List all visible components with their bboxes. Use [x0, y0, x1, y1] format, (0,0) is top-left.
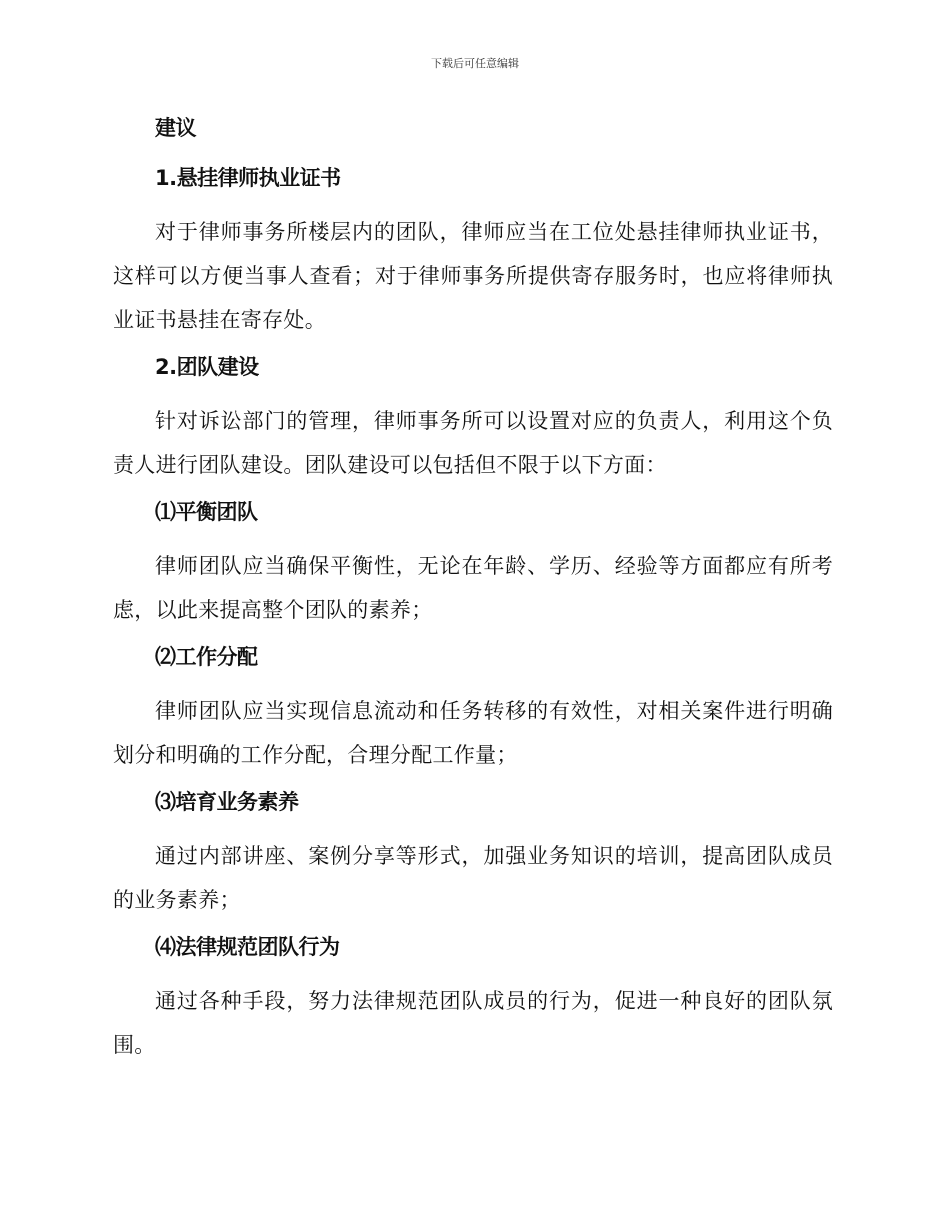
- paragraph: 通过各种手段，努力法律规范团队成员的行为，促进一种良好的团队氛围。: [113, 989, 833, 1057]
- page-header: 下载后可任意编辑: [431, 57, 519, 70]
- subsection-heading: ⑷法律规范团队行为: [155, 935, 340, 959]
- paragraph: 律师团队应当实现信息流动和任务转移的有效性，对相关案件进行明确划分和明确的工作分配，合理分配工作量；: [113, 699, 833, 767]
- section-heading: 1.悬挂律师执业证书: [155, 166, 341, 190]
- document-body: [113, 110, 833, 1074]
- section-heading: 2.团队建设: [155, 355, 259, 379]
- subsection-heading: ⑴平衡团队: [155, 500, 258, 524]
- document-title: 建议: [155, 116, 196, 140]
- subsection-heading: ⑵工作分配: [155, 645, 258, 669]
- paragraph: 律师团队应当确保平衡性，无论在年龄、学历、经验等方面都应有所考虑，以此来提高整个团队的素养；: [113, 554, 833, 622]
- paragraph: 对于律师事务所楼层内的团队，律师应当在工位处悬挂律师执业证书，这样可以方便当事人查看；对于律师事务所提供寄存服务时，也应将律师执业证书悬挂在寄存处。: [113, 220, 833, 332]
- subsection-heading: ⑶培育业务素养: [155, 790, 299, 814]
- paragraph: 针对诉讼部门的管理，律师事务所可以设置对应的负责人，利用这个负责人进行团队建设。团队建设可以包括但不限于以下方面：: [113, 409, 833, 477]
- paragraph: 通过内部讲座、案例分享等形式，加强业务知识的培训，提高团队成员的业务素养；: [113, 844, 833, 912]
